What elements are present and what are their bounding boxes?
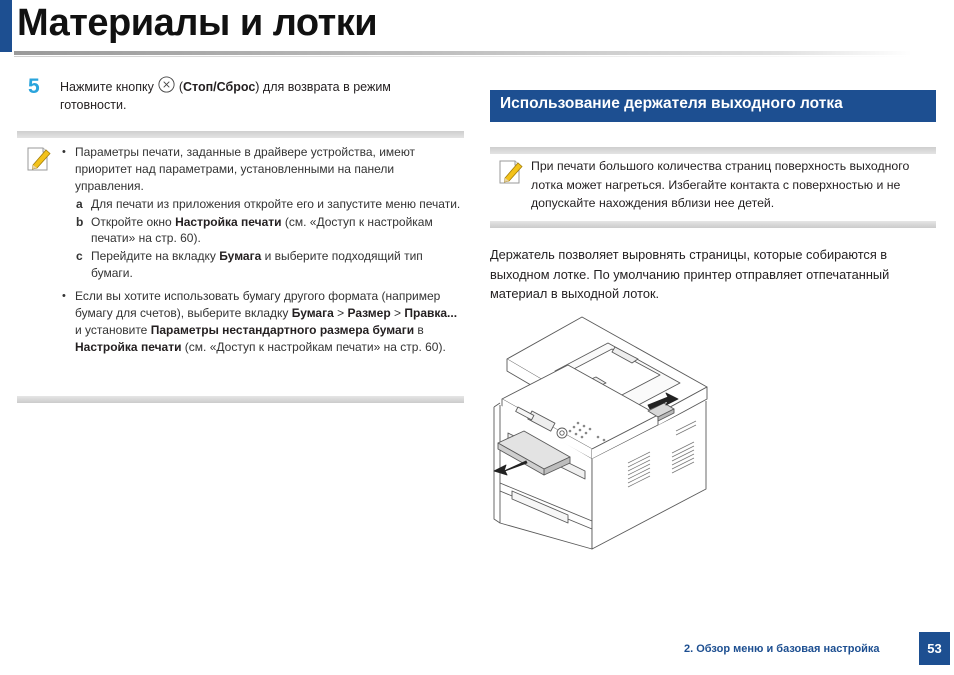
sub-step-b bbox=[75, 214, 464, 248]
sub-step-a bbox=[75, 196, 464, 213]
sub-step-letter: a bbox=[76, 197, 83, 212]
tray-heat-warning: При печати большого количества страниц поверхность выходного лотка может нагреться. Избегайте контакта с поверхностью и не допускайте нахождения вблизи нее детей. bbox=[531, 159, 910, 210]
bold-term: Бумага bbox=[219, 248, 262, 263]
text-run: Для печати из приложения откройте его и запустите меню печати. bbox=[91, 197, 461, 212]
note-box-print-settings bbox=[17, 131, 464, 403]
title-divider bbox=[14, 51, 912, 55]
page-number: 53 bbox=[919, 632, 950, 665]
note-bottom-bar bbox=[490, 221, 936, 228]
sub-step-list bbox=[75, 196, 464, 281]
bullet-text: Параметры печати, заданные в драйвере устройства, имеют приоритет над параметрами, установленными на панели управления. bbox=[75, 145, 416, 193]
sub-step-letter: c bbox=[76, 248, 83, 263]
step-text-tail: ) для возврата в режим готовности. bbox=[60, 80, 391, 112]
text-run: Откройте окно bbox=[91, 214, 176, 229]
bold-term: Правка... bbox=[404, 306, 458, 321]
note-bullet-driver-priority bbox=[62, 144, 464, 281]
step-number: 5 bbox=[28, 75, 40, 98]
bold-term: Бумага bbox=[291, 306, 334, 321]
step-text-open: ( bbox=[175, 80, 183, 94]
text-run: и установите bbox=[75, 322, 151, 337]
note-top-bar bbox=[17, 131, 464, 138]
text-run: (см. «Доступ к настройкам печати» на стр. 60). bbox=[91, 214, 433, 246]
note-box-tray-heat bbox=[490, 147, 936, 228]
note-top-bar bbox=[490, 147, 936, 154]
step-text bbox=[60, 76, 460, 114]
note-pencil-icon bbox=[498, 157, 524, 185]
text-run: > bbox=[333, 306, 348, 321]
note-bottom-bar bbox=[17, 396, 464, 403]
stop-reset-label: Стоп/Сброс bbox=[183, 80, 256, 94]
bold-term: Размер bbox=[347, 306, 391, 321]
section-heading: Использование держателя выходного лотка bbox=[490, 90, 936, 122]
printer-output-tray-illustration bbox=[490, 313, 720, 553]
title-accent-bar bbox=[0, 0, 12, 52]
text-run: Если вы хотите использовать бумагу другого формата (например бумагу для счетов), выберите вкладку bbox=[75, 289, 441, 321]
page-title: Материалы и лотки bbox=[17, 2, 378, 44]
text-run: (см. «Доступ к настройкам печати» на стр. 60). bbox=[181, 339, 446, 354]
sub-step-letter: b bbox=[76, 214, 84, 229]
note-pencil-icon bbox=[26, 144, 52, 172]
note-bullet-custom-size bbox=[62, 288, 464, 355]
note-bullet-list bbox=[62, 144, 464, 363]
title-divider-shadow bbox=[14, 56, 912, 57]
bold-term: Настройка печати bbox=[75, 339, 182, 354]
bold-term: Параметры нестандартного размера бумаги bbox=[150, 322, 415, 337]
step-text-lead: Нажмите кнопку bbox=[60, 80, 158, 94]
text-run: и выберите подходящий тип бумаги. bbox=[91, 248, 423, 280]
bold-term: Настройка печати bbox=[175, 214, 282, 229]
footer-chapter: 2. Обзор меню и базовая настройка bbox=[684, 643, 880, 655]
stop-reset-icon bbox=[158, 76, 175, 93]
text-run: Перейдите на вкладку bbox=[91, 248, 220, 263]
sub-step-c bbox=[75, 248, 464, 282]
body-paragraph: Держатель позволяет выровнять страницы, которые собираются в выходном лотке. По умолчанию принтер отправляет отпечатанный материал в выходной лоток. bbox=[490, 247, 890, 301]
text-run: > bbox=[390, 306, 405, 321]
text-run: в bbox=[414, 322, 424, 337]
